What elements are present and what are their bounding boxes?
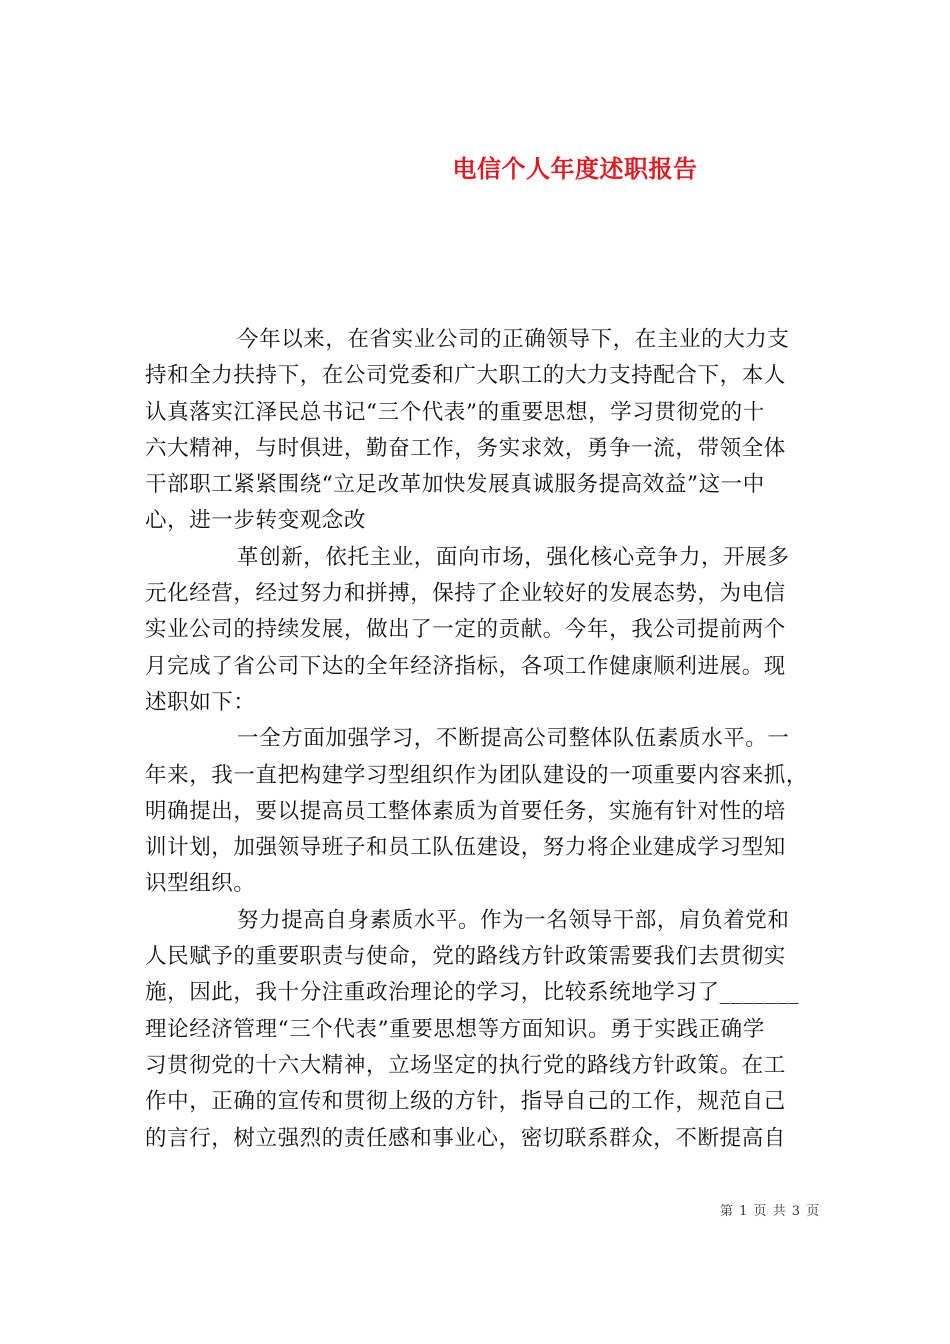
text-line: 人民赋予的重要职责与使命，党的路线方针政策需要我们去贯彻实 <box>145 944 786 970</box>
text-line: 六大精神，与时俱进，勤奋工作，务实求效，勇争一流，带领全体 <box>145 435 786 461</box>
text-line: 理论经济管理“三个代表”重要思想等方面知识。勇于实践正确学 <box>145 1016 765 1042</box>
text-line: 心，进一步转变观念改 <box>145 508 367 534</box>
text-line: 元化经营，经过努力和拼搏，保持了企业较好的发展态势，为电信 <box>145 581 786 607</box>
text-line: 一全方面加强学习，不断提高公司整体队伍素质水平。一 <box>237 726 790 752</box>
paragraph-4 <box>145 903 825 1157</box>
paragraph-3 <box>145 721 825 902</box>
text-line: 明确提出，要以提高员工整体素质为首要任务，实施有针对性的培 <box>145 798 786 824</box>
document-title: 电信个人年度述职报告 <box>452 154 698 184</box>
text-line: 述职如下： <box>145 689 256 715</box>
text-line: 识型组织。 <box>145 871 256 897</box>
text-line: 实业公司的持续发展，做出了一定的贡献。今年，我公司提前两个 <box>145 617 786 643</box>
text-line: 努力提高自身素质水平。作为一名领导干部，肩负着党和 <box>237 907 790 933</box>
text-line: 月完成了省公司下达的全年经济指标，各项工作健康顺利进展。现 <box>145 653 786 679</box>
text-line: 今年以来，在省实业公司的正确领导下，在主业的大力支 <box>237 327 790 352</box>
text-line: 的言行，树立强烈的责任感和事业心，密切联系群众，不断提高自 <box>145 1125 786 1151</box>
paragraph-1 <box>145 322 825 540</box>
text-line: 施，因此，我十分注重政治理论的学习，比较系统地学习了_______ <box>145 980 800 1006</box>
text-line: 作中，正确的宣传和贯彻上级的方针，指导自己的工作，规范自己 <box>145 1089 786 1115</box>
text-line: 习贯彻党的十六大精神，立场坚定的执行党的路线方针政策。在工 <box>145 1052 786 1078</box>
document-body <box>145 322 825 1157</box>
text-line: 革创新，依托主业，面向市场，强化核心竞争力，开展多 <box>237 544 790 570</box>
page-indicator: 第 1 页 共 3 页 <box>720 1204 821 1219</box>
text-line: 年来，我一直把构建学习型组织作为团队建设的一项重要内容来抓， <box>145 762 809 788</box>
text-line: 持和全力扶持下，在公司党委和广大职工的大力支持配合下，本人 <box>145 363 786 389</box>
text-line: 训计划，加强领导班子和员工队伍建设，努力将企业建成学习型知 <box>145 835 786 861</box>
paragraph-2 <box>145 540 825 721</box>
text-line: 认真落实江泽民总书记“三个代表”的重要思想，学习贯彻党的十 <box>145 399 765 425</box>
text-line: 干部职工紧紧围绕“立足改革加快发展真诚服务提高效益”这一中 <box>145 472 765 498</box>
